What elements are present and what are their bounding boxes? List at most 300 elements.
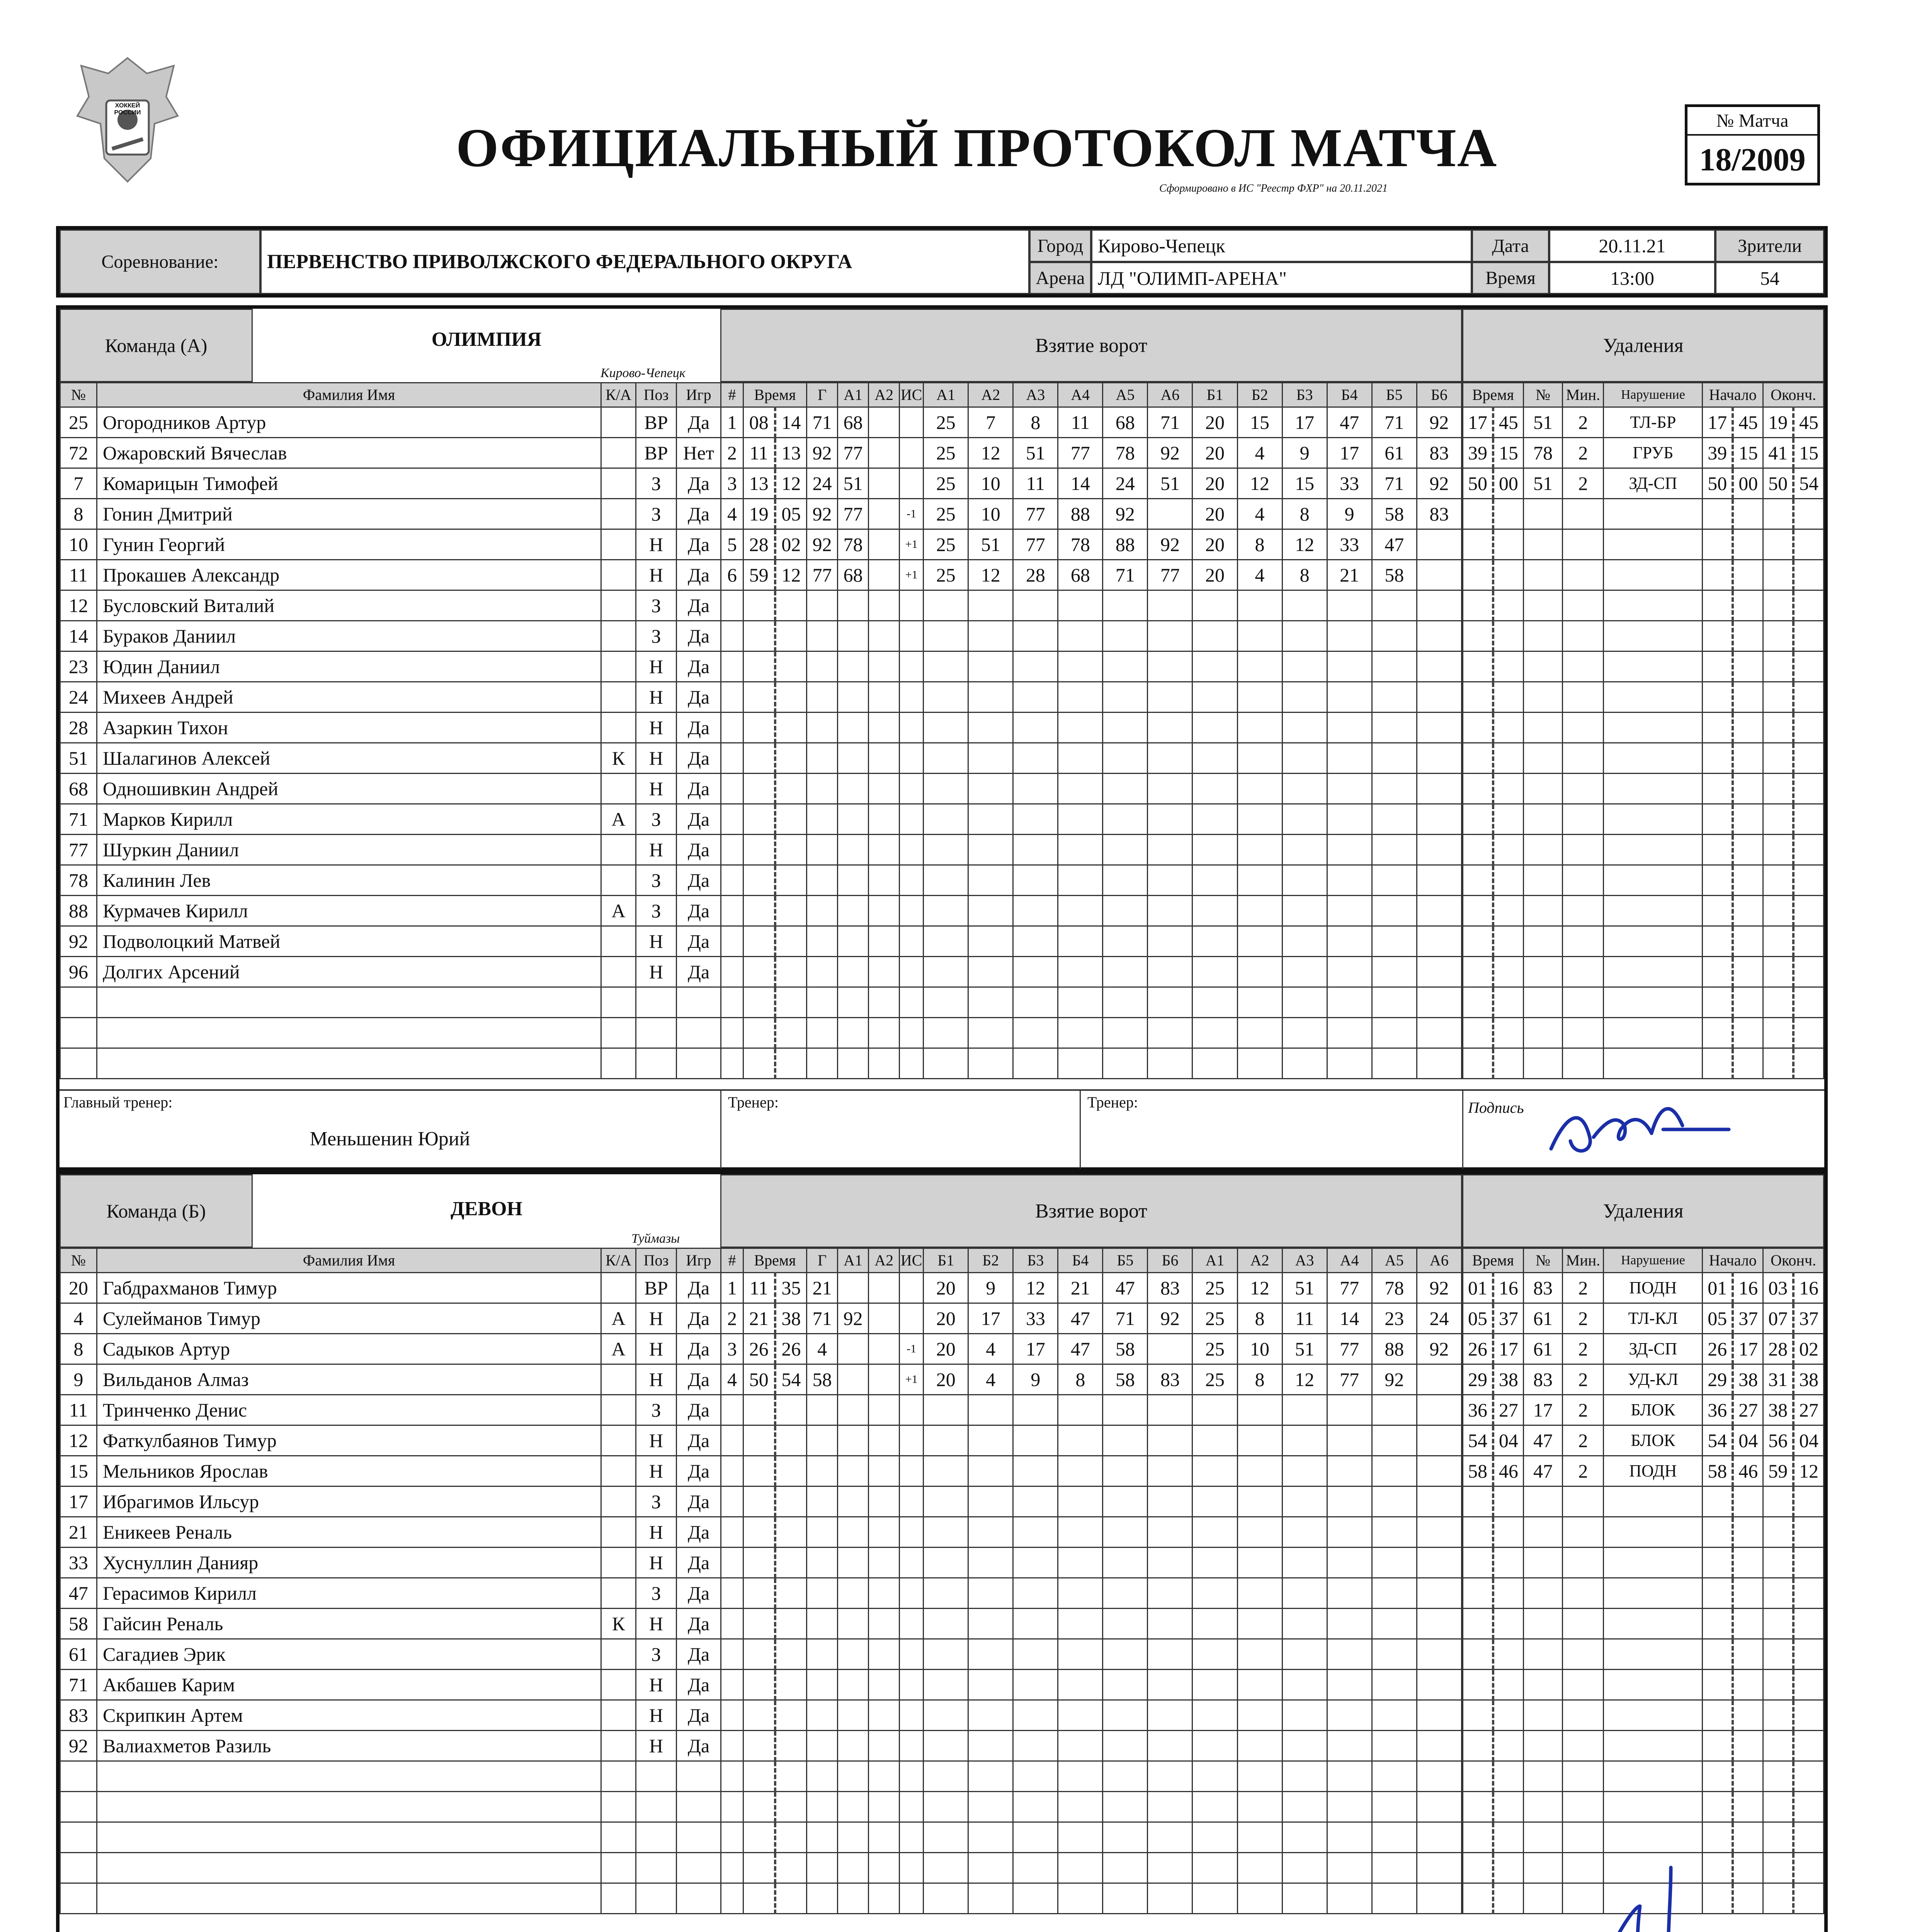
player-number: 92 [60,1731,97,1761]
on-ice-player: 12 [1237,468,1282,499]
pen-end-sec [1793,1792,1823,1822]
on-ice-player [924,835,968,865]
on-ice-player [924,957,968,987]
player-number: 83 [60,1700,97,1731]
goal-row [721,1395,1462,1425]
on-ice-player [1148,1822,1192,1853]
pen-start-min [1703,560,1733,590]
player-role: А [601,1303,636,1334]
on-ice-player [1237,1700,1282,1731]
on-ice-player [1103,1700,1148,1731]
goal-time [775,621,807,651]
on-ice-player [1148,1883,1192,1914]
pen-violation [1604,1639,1703,1670]
pen-start-sec [1733,1609,1763,1639]
on-ice-player [1372,957,1417,987]
goal-assist [869,1853,900,1883]
pen-time-min [1463,1822,1493,1853]
on-ice-player [1103,1048,1148,1079]
roster-row [60,1609,721,1639]
on-ice-player [1327,1700,1372,1731]
player-position [636,1792,677,1822]
on-ice-player [1013,987,1058,1018]
on-ice-player [1327,682,1372,713]
on-ice-player [968,743,1013,774]
goal-time: 28 [743,529,775,560]
goal-time [775,1670,807,1700]
on-ice-player [1327,651,1372,682]
goal-scorer [807,774,838,804]
pen-start-sec [1733,651,1763,682]
roster-row [60,1761,721,1792]
player-number: 8 [60,499,97,529]
player-name: Прокашев Александр [97,560,601,590]
pen-violation: ПОДН [1604,1273,1703,1303]
pen-time-min: 50 [1463,468,1493,499]
on-ice-own-header: Б2 [968,1248,1013,1273]
goal-situation [900,1731,924,1761]
on-ice-player [1327,926,1372,957]
goal-situation [900,896,924,926]
goal-row [721,1425,1462,1456]
pen-start-min [1703,621,1733,651]
on-ice-player [1237,1456,1282,1486]
pen-time-sec [1493,1639,1523,1670]
goal-situation [900,468,924,499]
on-ice-own-header: А5 [1103,383,1148,407]
roster-row [60,1018,721,1048]
penalty-row [1463,743,1824,774]
player-number: 21 [60,1517,97,1548]
player-number [60,1822,97,1853]
player-name: Юдин Даниил [97,651,601,682]
on-ice-player [1417,1761,1461,1792]
goal-situation [900,713,924,743]
pen-start-sec [1733,1700,1763,1731]
on-ice-player: 61 [1372,438,1417,468]
roster-header-row [60,383,721,407]
on-ice-player [924,1792,968,1822]
on-ice-player [1103,682,1148,713]
goal-time [743,1670,775,1700]
on-ice-player: 21 [1058,1273,1103,1303]
goal-assist [838,621,869,651]
roster-row [60,835,721,865]
pen-violation [1604,682,1703,713]
on-ice-player [924,1548,968,1578]
on-ice-player [1192,804,1237,835]
on-ice-player [1237,1609,1282,1639]
roster-row [60,468,721,499]
on-ice-player [1148,1853,1192,1883]
on-ice-player [1372,1548,1417,1578]
player-position: З [636,1486,677,1517]
goal-row [721,1578,1462,1609]
on-ice-player [1103,835,1148,865]
player-position: Н [636,1303,677,1334]
on-ice-player: 71 [1103,1303,1148,1334]
team-a-coach-signature [1536,1091,1737,1168]
goal-col-header: Время [743,383,807,407]
on-ice-player [1372,1670,1417,1700]
goal-index [721,1731,743,1761]
on-ice-player [1058,651,1103,682]
on-ice-player: 4 [1237,560,1282,590]
goal-assist [869,1639,900,1670]
on-ice-player [1327,621,1372,651]
info-row [56,226,1828,298]
on-ice-player [1237,590,1282,621]
on-ice-player [1058,1639,1103,1670]
on-ice-player [1148,987,1192,1018]
on-ice-player: 24 [1103,468,1148,499]
goal-assist [838,1883,869,1914]
penalty-row [1463,682,1824,713]
on-ice-player [1103,1761,1148,1792]
player-played: Да [677,529,721,560]
player-name: Ожаровский Вячеслав [97,438,601,468]
goal-index [721,1048,743,1079]
on-ice-player [1417,804,1461,835]
goal-situation [900,957,924,987]
pen-minutes [1563,743,1604,774]
on-ice-player [1327,1609,1372,1639]
goal-assist [869,1334,900,1364]
pen-start-min [1703,1486,1733,1517]
on-ice-player: 12 [1282,1364,1327,1395]
on-ice-player: 9 [968,1273,1013,1303]
on-ice-player: 11 [1013,468,1058,499]
on-ice-player [1192,1018,1237,1048]
pen-time-min [1463,1486,1493,1517]
player-played: Да [677,1670,721,1700]
player-played: Да [677,1609,721,1639]
goal-time [775,1018,807,1048]
pen-time-sec: 00 [1493,468,1523,499]
pen-end-sec [1793,1486,1823,1517]
on-ice-player [1013,651,1058,682]
goal-scorer [807,1822,838,1853]
pen-end-sec [1793,499,1823,529]
goal-time [743,1792,775,1822]
team-b-label: Команда (Б) [60,1174,253,1248]
pen-time-min: 01 [1463,1273,1493,1303]
pen-end-min [1763,529,1793,560]
pen-minutes: 2 [1563,438,1604,468]
penalty-row [1463,1548,1824,1578]
goal-situation [900,1303,924,1334]
goal-row [721,438,1462,468]
on-ice-player [924,682,968,713]
on-ice-player: 47 [1327,407,1372,438]
pen-start-sec [1733,804,1763,835]
goal-assist [869,1609,900,1639]
on-ice-player: 20 [924,1303,968,1334]
pen-end-min: 19 [1763,407,1793,438]
goal-assist [869,1273,900,1303]
on-ice-player: 11 [1282,1303,1327,1334]
on-ice-player: 10 [968,499,1013,529]
pen-end-sec: 54 [1793,468,1823,499]
goal-time [775,1761,807,1792]
goal-time [743,774,775,804]
pen-start-min [1703,713,1733,743]
goal-situation [900,1822,924,1853]
pen-violation: ЗД-СП [1604,468,1703,499]
goal-time [743,1048,775,1079]
on-ice-player [968,957,1013,987]
on-ice-player [1237,621,1282,651]
pen-start-sec [1733,743,1763,774]
player-role [601,1639,636,1670]
on-ice-player [1013,1853,1058,1883]
page-title: ОФИЦИАЛЬНЫЙ ПРОТОКОЛ МАТЧА [456,117,1498,178]
on-ice-player: 25 [1192,1273,1237,1303]
on-ice-player [1058,835,1103,865]
pen-time-sec [1493,1578,1523,1609]
player-position: Н [636,529,677,560]
on-ice-player [1372,1700,1417,1731]
on-ice-player [1282,804,1327,835]
goal-situation [900,1425,924,1456]
goal-time [775,1639,807,1670]
player-position: ВР [636,438,677,468]
team-b-panel [56,1171,1828,1932]
on-ice-own-header: А4 [1058,383,1103,407]
goal-row [721,560,1462,590]
player-role [601,407,636,438]
player-role [601,651,636,682]
pen-violation [1604,621,1703,651]
goal-index: 2 [721,438,743,468]
player-number: 47 [60,1578,97,1609]
pen-end-min: 41 [1763,438,1793,468]
goal-assist: 77 [838,499,869,529]
player-played: Да [677,590,721,621]
goal-situation [900,1883,924,1914]
on-ice-player [1282,1731,1327,1761]
on-ice-player [1237,774,1282,804]
pen-violation: УД-КЛ [1604,1364,1703,1395]
pen-violation: БЛОК [1604,1425,1703,1456]
logo-text: ХОККЕЙ РОССИИ [114,102,141,116]
on-ice-player [1103,1792,1148,1822]
pen-minutes [1563,896,1604,926]
goal-row [721,1364,1462,1395]
goal-assist [838,1364,869,1395]
on-ice-player [1103,651,1148,682]
on-ice-player: 33 [1013,1303,1058,1334]
goal-time [775,1578,807,1609]
on-ice-player [1372,743,1417,774]
on-ice-player [968,1639,1013,1670]
player-name: Курмачев Кирилл [97,896,601,926]
on-ice-player [1282,865,1327,896]
goal-time: 26 [743,1334,775,1364]
player-played: Да [677,407,721,438]
goal-row [721,1883,1462,1914]
on-ice-player [968,1456,1013,1486]
roster-row [60,1334,721,1364]
on-ice-player: 25 [1192,1303,1237,1334]
pen-start-min [1703,774,1733,804]
on-ice-player [1058,713,1103,743]
goal-row [721,1609,1462,1639]
roster-row [60,651,721,682]
city-value: Кирово-Чепецк [1091,230,1472,262]
on-ice-player [968,713,1013,743]
on-ice-player [1148,1700,1192,1731]
player-role [601,1456,636,1486]
pen-player [1523,1578,1562,1609]
roster-col-header: Поз [636,1248,677,1273]
goal-index: 1 [721,1273,743,1303]
goal-situation: +1 [900,529,924,560]
on-ice-player [1327,1853,1372,1883]
pen-time-min [1463,865,1493,896]
pen-time-min [1463,621,1493,651]
roster-col-header: Игр [677,1248,721,1273]
goal-scorer [807,1700,838,1731]
on-ice-player [1192,1048,1237,1079]
player-role: К [601,743,636,774]
roster-row [60,529,721,560]
pen-end-min [1763,865,1793,896]
on-ice-player [1103,1670,1148,1700]
goal-assist [869,1731,900,1761]
pen-time-sec [1493,1731,1523,1761]
player-name: Комарицын Тимофей [97,468,601,499]
pen-end-min [1763,499,1793,529]
on-ice-player: 25 [1192,1364,1237,1395]
pen-start-min [1703,835,1733,865]
on-ice-player [1327,774,1372,804]
goal-col-header: А1 [838,383,869,407]
player-played: Да [677,560,721,590]
on-ice-player [968,926,1013,957]
on-ice-player [1417,1548,1461,1578]
on-ice-player [1282,1700,1327,1731]
pen-end-sec [1793,1822,1823,1853]
team-b-goals-title: Взятие ворот [720,1174,1462,1248]
arena-value: ЛД "ОЛИМП-АРЕНА" [1091,262,1472,294]
player-played: Да [677,1303,721,1334]
goal-time: 50 [743,1364,775,1395]
pen-start-sec: 27 [1733,1395,1763,1425]
on-ice-player [968,774,1013,804]
goal-time: 12 [775,468,807,499]
goal-situation: +1 [900,560,924,590]
pen-end-min [1763,682,1793,713]
goal-row [721,1792,1462,1822]
goal-time [775,1792,807,1822]
goal-scorer [807,1517,838,1548]
goal-assist [869,896,900,926]
goal-time: 13 [743,468,775,499]
on-ice-opp-header: А2 [1237,1248,1282,1273]
on-ice-player [1103,1822,1148,1853]
pen-minutes [1563,1731,1604,1761]
on-ice-player [1058,1578,1103,1609]
pen-minutes: 2 [1563,1364,1604,1395]
goal-row [721,713,1462,743]
team-a-penalties-title: Удаления [1462,309,1824,382]
player-name: Тринченко Денис [97,1395,601,1425]
pen-end-min [1763,1018,1793,1048]
goal-assist [869,1761,900,1792]
on-ice-player: 25 [924,560,968,590]
on-ice-player: 51 [1282,1334,1327,1364]
on-ice-player [1417,1364,1461,1395]
on-ice-player: 77 [1013,499,1058,529]
goal-row [721,1853,1462,1883]
on-ice-player [1192,1670,1237,1700]
pen-time-min [1463,1670,1493,1700]
goal-scorer: 71 [807,407,838,438]
pen-end-sec [1793,1548,1823,1578]
goal-assist [838,896,869,926]
on-ice-player [1282,957,1327,987]
on-ice-player [1282,896,1327,926]
goal-time [743,713,775,743]
on-ice-player: 77 [1327,1334,1372,1364]
goal-assist [838,1700,869,1731]
on-ice-player [1417,621,1461,651]
pen-time-sec: 17 [1493,1334,1523,1364]
goal-assist [838,590,869,621]
pen-time-sec [1493,1018,1523,1048]
pen-end-sec [1793,1639,1823,1670]
on-ice-player [1148,621,1192,651]
pen-end-sec: 37 [1793,1303,1823,1334]
on-ice-player [1058,1425,1103,1456]
pen-start-min [1703,1731,1733,1761]
pen-end-sec: 38 [1793,1364,1823,1395]
goal-col-header: Г [807,1248,838,1273]
on-ice-player [1417,1822,1461,1853]
on-ice-player [1417,1486,1461,1517]
pen-minutes [1563,835,1604,865]
pen-violation [1604,1048,1703,1079]
pen-minutes: 2 [1563,468,1604,499]
on-ice-player [1192,1425,1237,1456]
player-position: З [636,621,677,651]
goal-assist [869,621,900,651]
goal-situation [900,926,924,957]
goal-time [743,1018,775,1048]
pen-start-min [1703,957,1733,987]
goal-situation [900,651,924,682]
player-played: Да [677,651,721,682]
goal-index [721,865,743,896]
on-ice-player [1237,1639,1282,1670]
on-ice-player [1327,1486,1372,1517]
on-ice-player [1417,713,1461,743]
on-ice-own-header: Б5 [1103,1248,1148,1273]
pen-violation [1604,987,1703,1018]
player-played [677,987,721,1018]
penalty-row [1463,926,1824,957]
pen-time-min: 29 [1463,1364,1493,1395]
time-value: 13:00 [1549,262,1715,294]
on-ice-player [924,1761,968,1792]
player-position: Н [636,713,677,743]
on-ice-player [1327,1548,1372,1578]
on-ice-player: 20 [1192,560,1237,590]
goal-time [743,621,775,651]
match-number-label: № Матча [1687,107,1817,136]
team-a-penalties-table [1462,382,1824,1079]
